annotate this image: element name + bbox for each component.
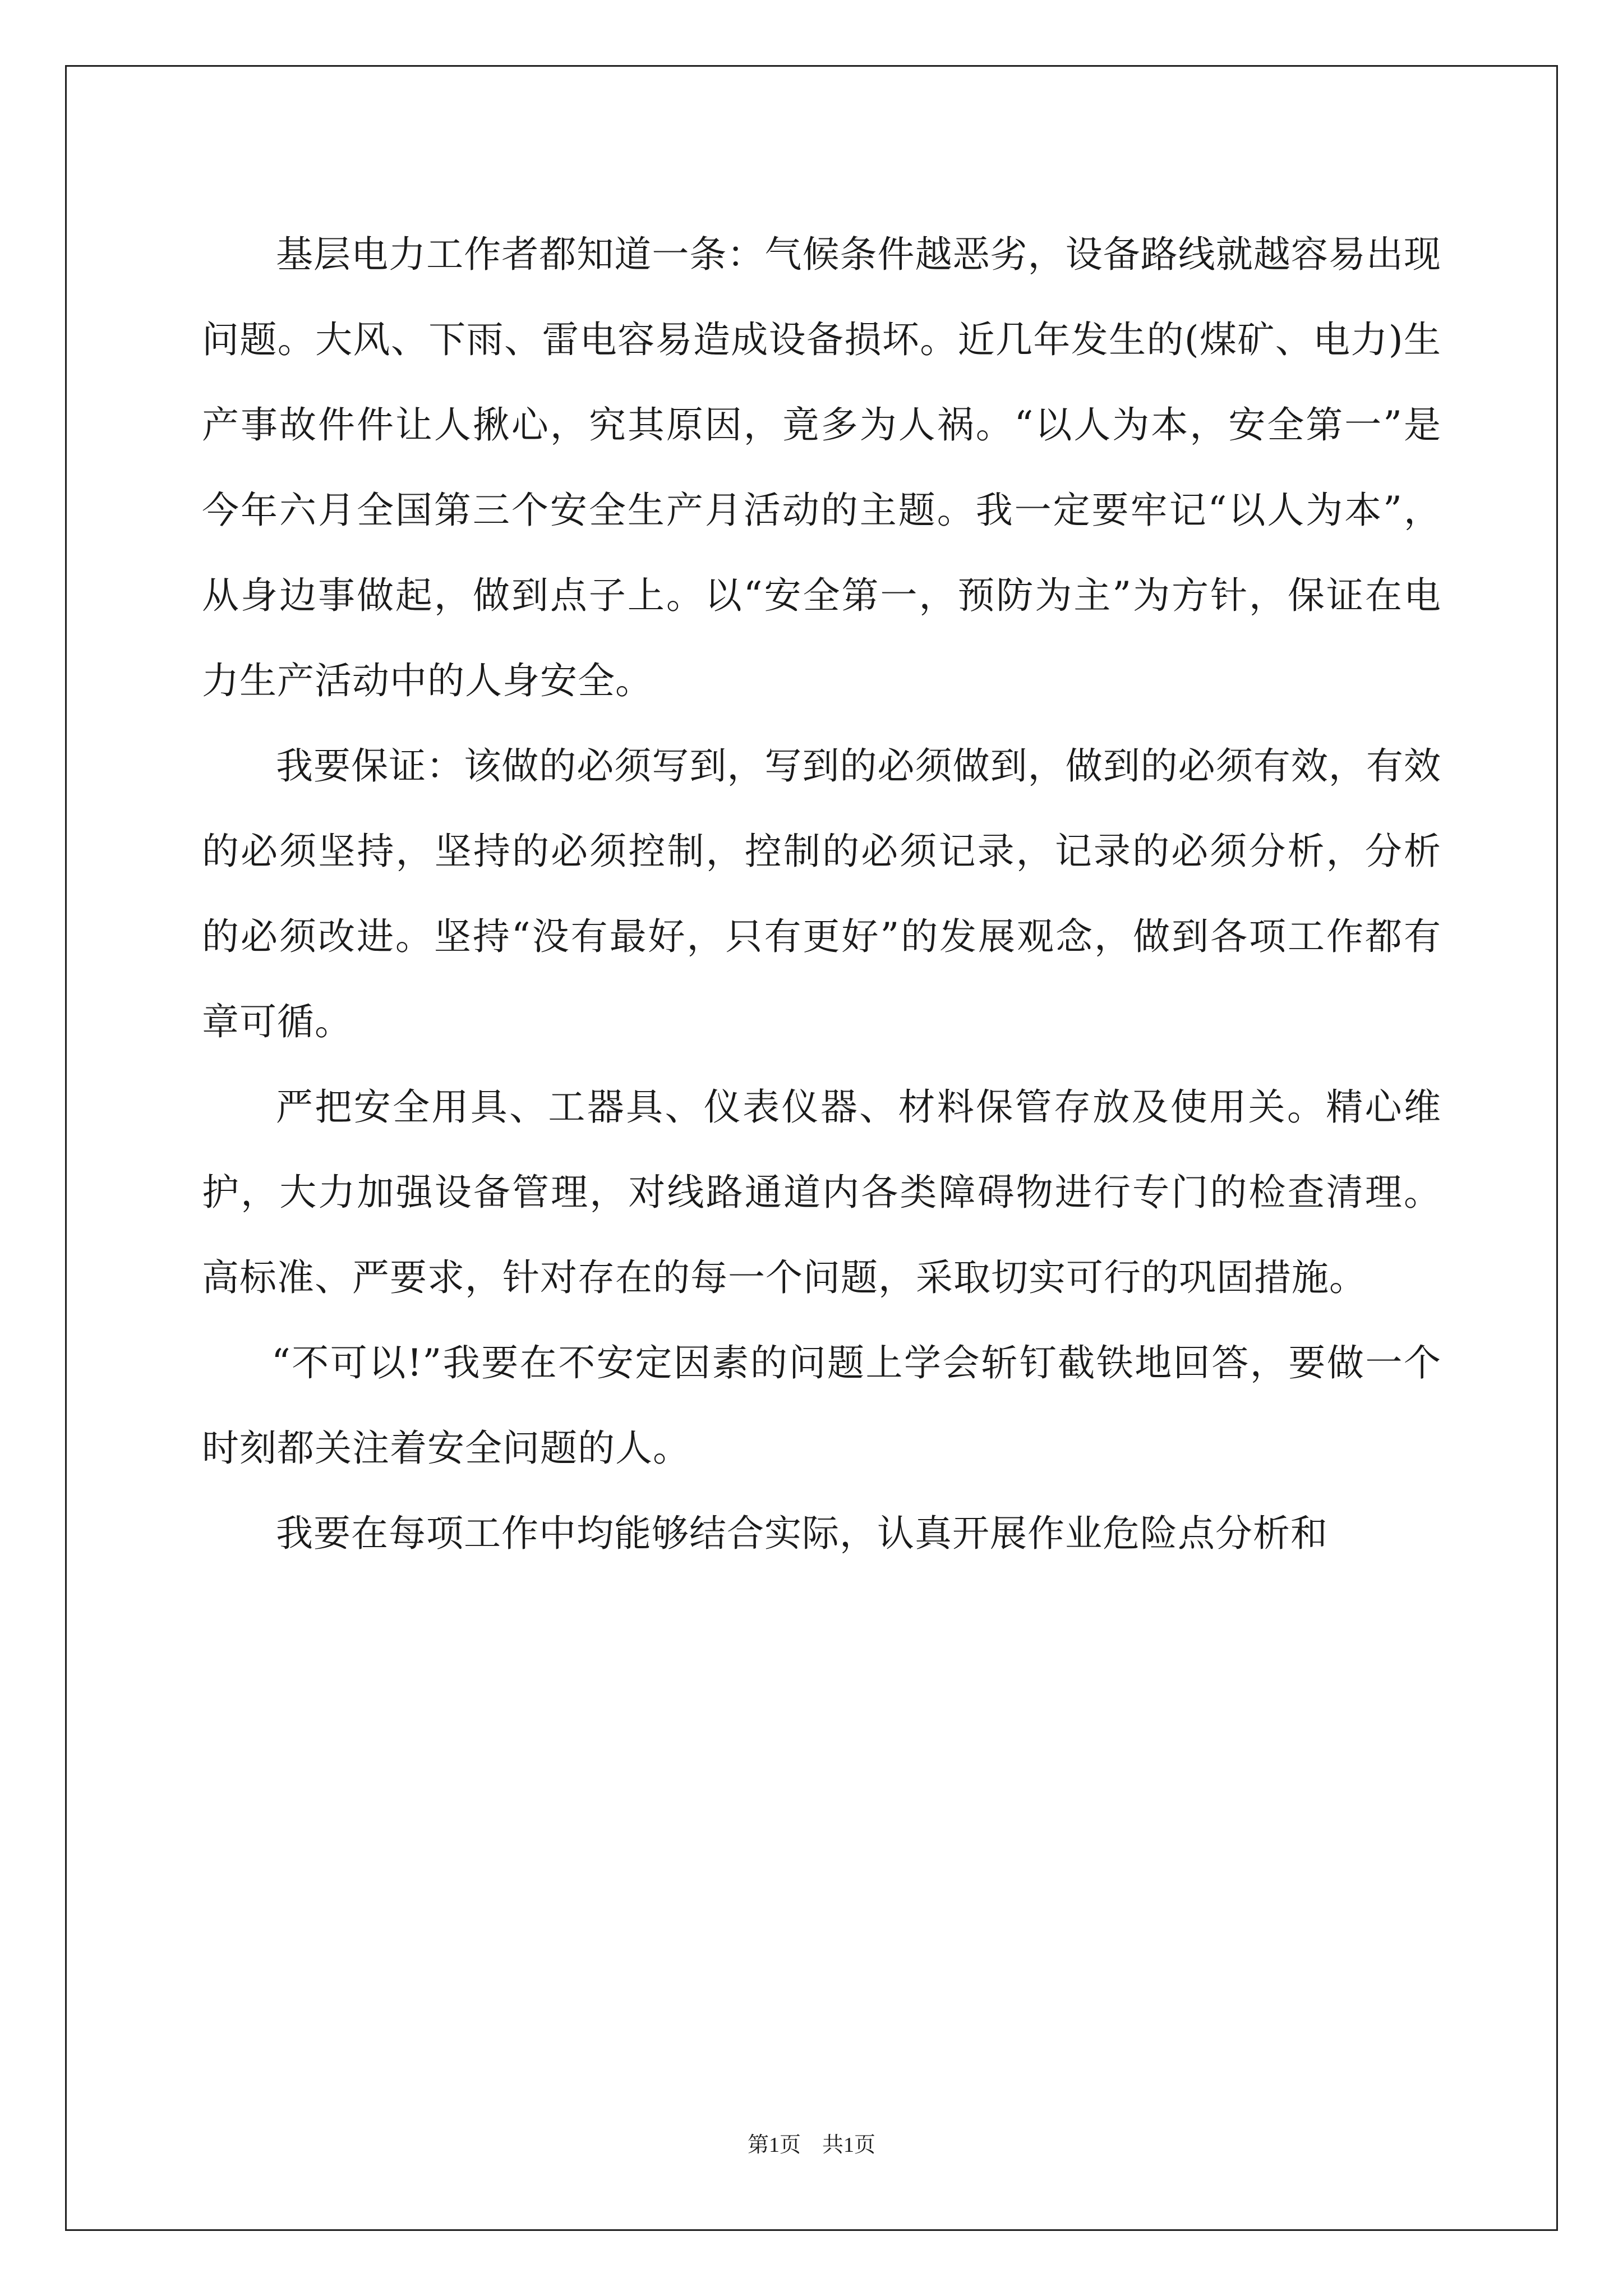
paragraph-1: 基层电力工作者都知道一条：气候条件越恶劣，设备路线就越容易出现问题。大风、下雨、雷电容易造成设备损坏。近几年发生的(煤矿、电力)生产事故件件让人揪心，究其原因，竟多为人祸。“以人为本，安全第一”是今年六月全国第三个安全生产月活动的主题。我一定要牢记“以人为本”，从身边事做起，做到点子上。以“安全第一，预防为主”为方针，保证在电力生产活动中的人身安全。 [202,233,1441,702]
paragraph-4: “不可以!”我要在不安定因素的问题上学会斩钉截铁地回答，要做一个时刻都关注着安全问题的人。 [202,1341,1441,1470]
document-body [202,212,1441,1576]
paragraph-2: 我要保证：该做的必须写到，写到的必须做到，做到的必须有效，有效的必须坚持，坚持的必须控制，控制的必须记录，记录的必须分析，分析的必须改进。坚持“没有最好，只有更好”的发展观念，做到各项工作都有章可循。 [202,744,1441,1043]
paragraph-3: 严把安全用具、工器具、仪表仪器、材料保管存放及使用关。精心维护，大力加强设备管理，对线路通道内各类障碍物进行专门的检查清理。高标准、严要求，针对存在的每一个问题，采取切实可行的巩固措施。 [202,1085,1441,1299]
paragraph-5: 我要在每项工作中均能够结合实际，认真开展作业危险点分析和 [276,1512,1328,1555]
page-number-footer: 第1页 共1页 [747,2133,875,2157]
